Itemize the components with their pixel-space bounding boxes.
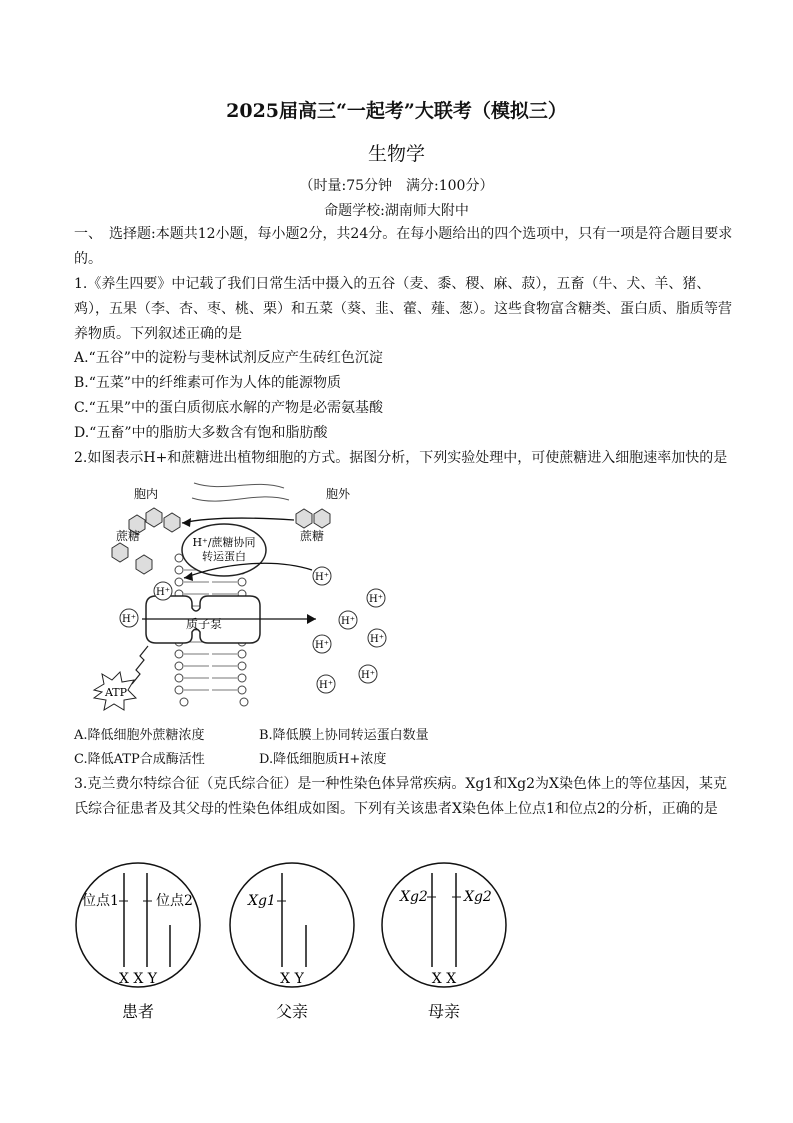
father-label: 父亲 [275, 1002, 309, 1021]
proton-ion [313, 635, 331, 653]
question-1-option-a: A.“五谷”中的淀粉与斐林试剂反应产生砖红色沉淀 [74, 350, 383, 366]
svg-text:H⁺: H⁺ [370, 634, 384, 645]
sucrose-label-right: 蔗糖 [300, 529, 325, 543]
question-1-stem: 1.《养生四要》中记载了我们日常生活中摄入的五谷（麦、黍、稷、麻、菽），五畜（牛、犬、羊、猪、鸡），五果（李、杏、枣、桃、栗）和五菜（葵、韭、藿、薤、葱）。这些食物富含糖类、蛋白质、脂质等营养物质。下列叙述正确的是 [74, 276, 732, 342]
question-2-option-c: C.降低ATP合成酶活性 [74, 752, 205, 767]
chromosome-figure [70, 855, 530, 1025]
cotransporter-label-2: 转运蛋白 [202, 550, 246, 563]
mother-label: 母亲 [427, 1002, 461, 1021]
membrane-transport-figure [74, 478, 414, 718]
sucrose-influx-arrow [182, 518, 294, 523]
exam-school: 命题学校:湖南师大附中 [324, 203, 469, 219]
inside-label: 胞内 [134, 487, 159, 501]
question-3-stem: 3.克兰费尔特综合征（克氏综合征）是一种性染色体异常疾病。Xg1和Xg2为X染色体上的等位基因，某克氏综合征患者及其父母的性染色体组成如图。下列有关该患者X染色体上位点1和位点2的分析，正确的是 [74, 776, 727, 817]
section-intro: 一、 选择题:本题共12小题，每小题2分，共24分。在每小题给出的四个选项中，只有一项是符合题目要求的。 [74, 226, 733, 267]
locus-1-label: 位点1 [82, 893, 119, 909]
question-1-option-d: D.“五畜”中的脂肪大多数含有饱和脂肪酸 [74, 425, 328, 441]
exam-time-score: （时量:75分钟 满分:100分） [299, 178, 494, 194]
patient-label: 患者 [121, 1002, 155, 1021]
svg-text:H⁺: H⁺ [315, 572, 329, 583]
mother-cell [382, 863, 506, 1021]
mother-chromosomes: X X [431, 971, 457, 987]
svg-text:H⁺: H⁺ [156, 587, 170, 598]
cotransporter-label-1: H⁺/蔗糖协同 [192, 536, 256, 549]
sucrose-label-left: 蔗糖 [116, 529, 141, 543]
svg-text:H⁺: H⁺ [341, 616, 355, 627]
proton-ion [317, 675, 335, 693]
question-2-option-d: D.降低细胞质H+浓度 [259, 752, 387, 767]
arrowhead [182, 518, 191, 527]
svg-text:H⁺: H⁺ [319, 680, 333, 691]
sucrose-molecule-right [296, 509, 330, 528]
question-2-option-b: B.降低膜上协同转运蛋白数量 [259, 728, 429, 743]
proton-ion [154, 582, 172, 600]
patient-chromosomes: X X Y [118, 971, 158, 987]
svg-text:H⁺: H⁺ [122, 614, 136, 625]
energy-zigzag [132, 646, 148, 684]
proton-ion [313, 567, 331, 585]
question-2-stem: 2.如图表示H+和蔗糖进出植物细胞的方式。据图分析，下列实验处理中，可使蔗糖进入细胞速率加快的是 [74, 450, 728, 466]
arrowhead [307, 614, 316, 624]
svg-text:H⁺: H⁺ [315, 640, 329, 651]
patient-cell [76, 863, 200, 1021]
proton-ion [339, 611, 357, 629]
svg-text:H⁺: H⁺ [369, 594, 383, 605]
proton-ion [367, 589, 385, 607]
xg2-label-left: Xg2 [400, 889, 428, 905]
arrowhead [184, 572, 193, 581]
locus-2-label: 位点2 [156, 893, 193, 909]
father-chromosomes: X Y [280, 971, 304, 987]
atp-label: ATP [104, 686, 128, 699]
xg2-label-right: Xg2 [464, 889, 492, 905]
question-1-option-c: C.“五果”中的蛋白质彻底水解的产物是必需氨基酸 [74, 400, 383, 416]
outside-label: 胞外 [326, 487, 351, 501]
father-cell [230, 863, 354, 1021]
page-title: 2025届高三“一起考”大联考（模拟三） [226, 100, 567, 122]
proton-ion [368, 629, 386, 647]
lipid-bilayer [175, 483, 289, 706]
proton-pump-label: 质子泵 [185, 617, 223, 631]
proton-ion [120, 609, 138, 627]
question-2-option-a: A.降低细胞外蔗糖浓度 [74, 728, 205, 743]
proton-ion [359, 665, 377, 683]
subject-title: 生物学 [367, 143, 425, 165]
question-1-option-b: B.“五菜”中的纤维素可作为人体的能源物质 [74, 375, 342, 391]
svg-text:H⁺: H⁺ [361, 670, 375, 681]
xg1-label: Xg1 [248, 893, 276, 909]
